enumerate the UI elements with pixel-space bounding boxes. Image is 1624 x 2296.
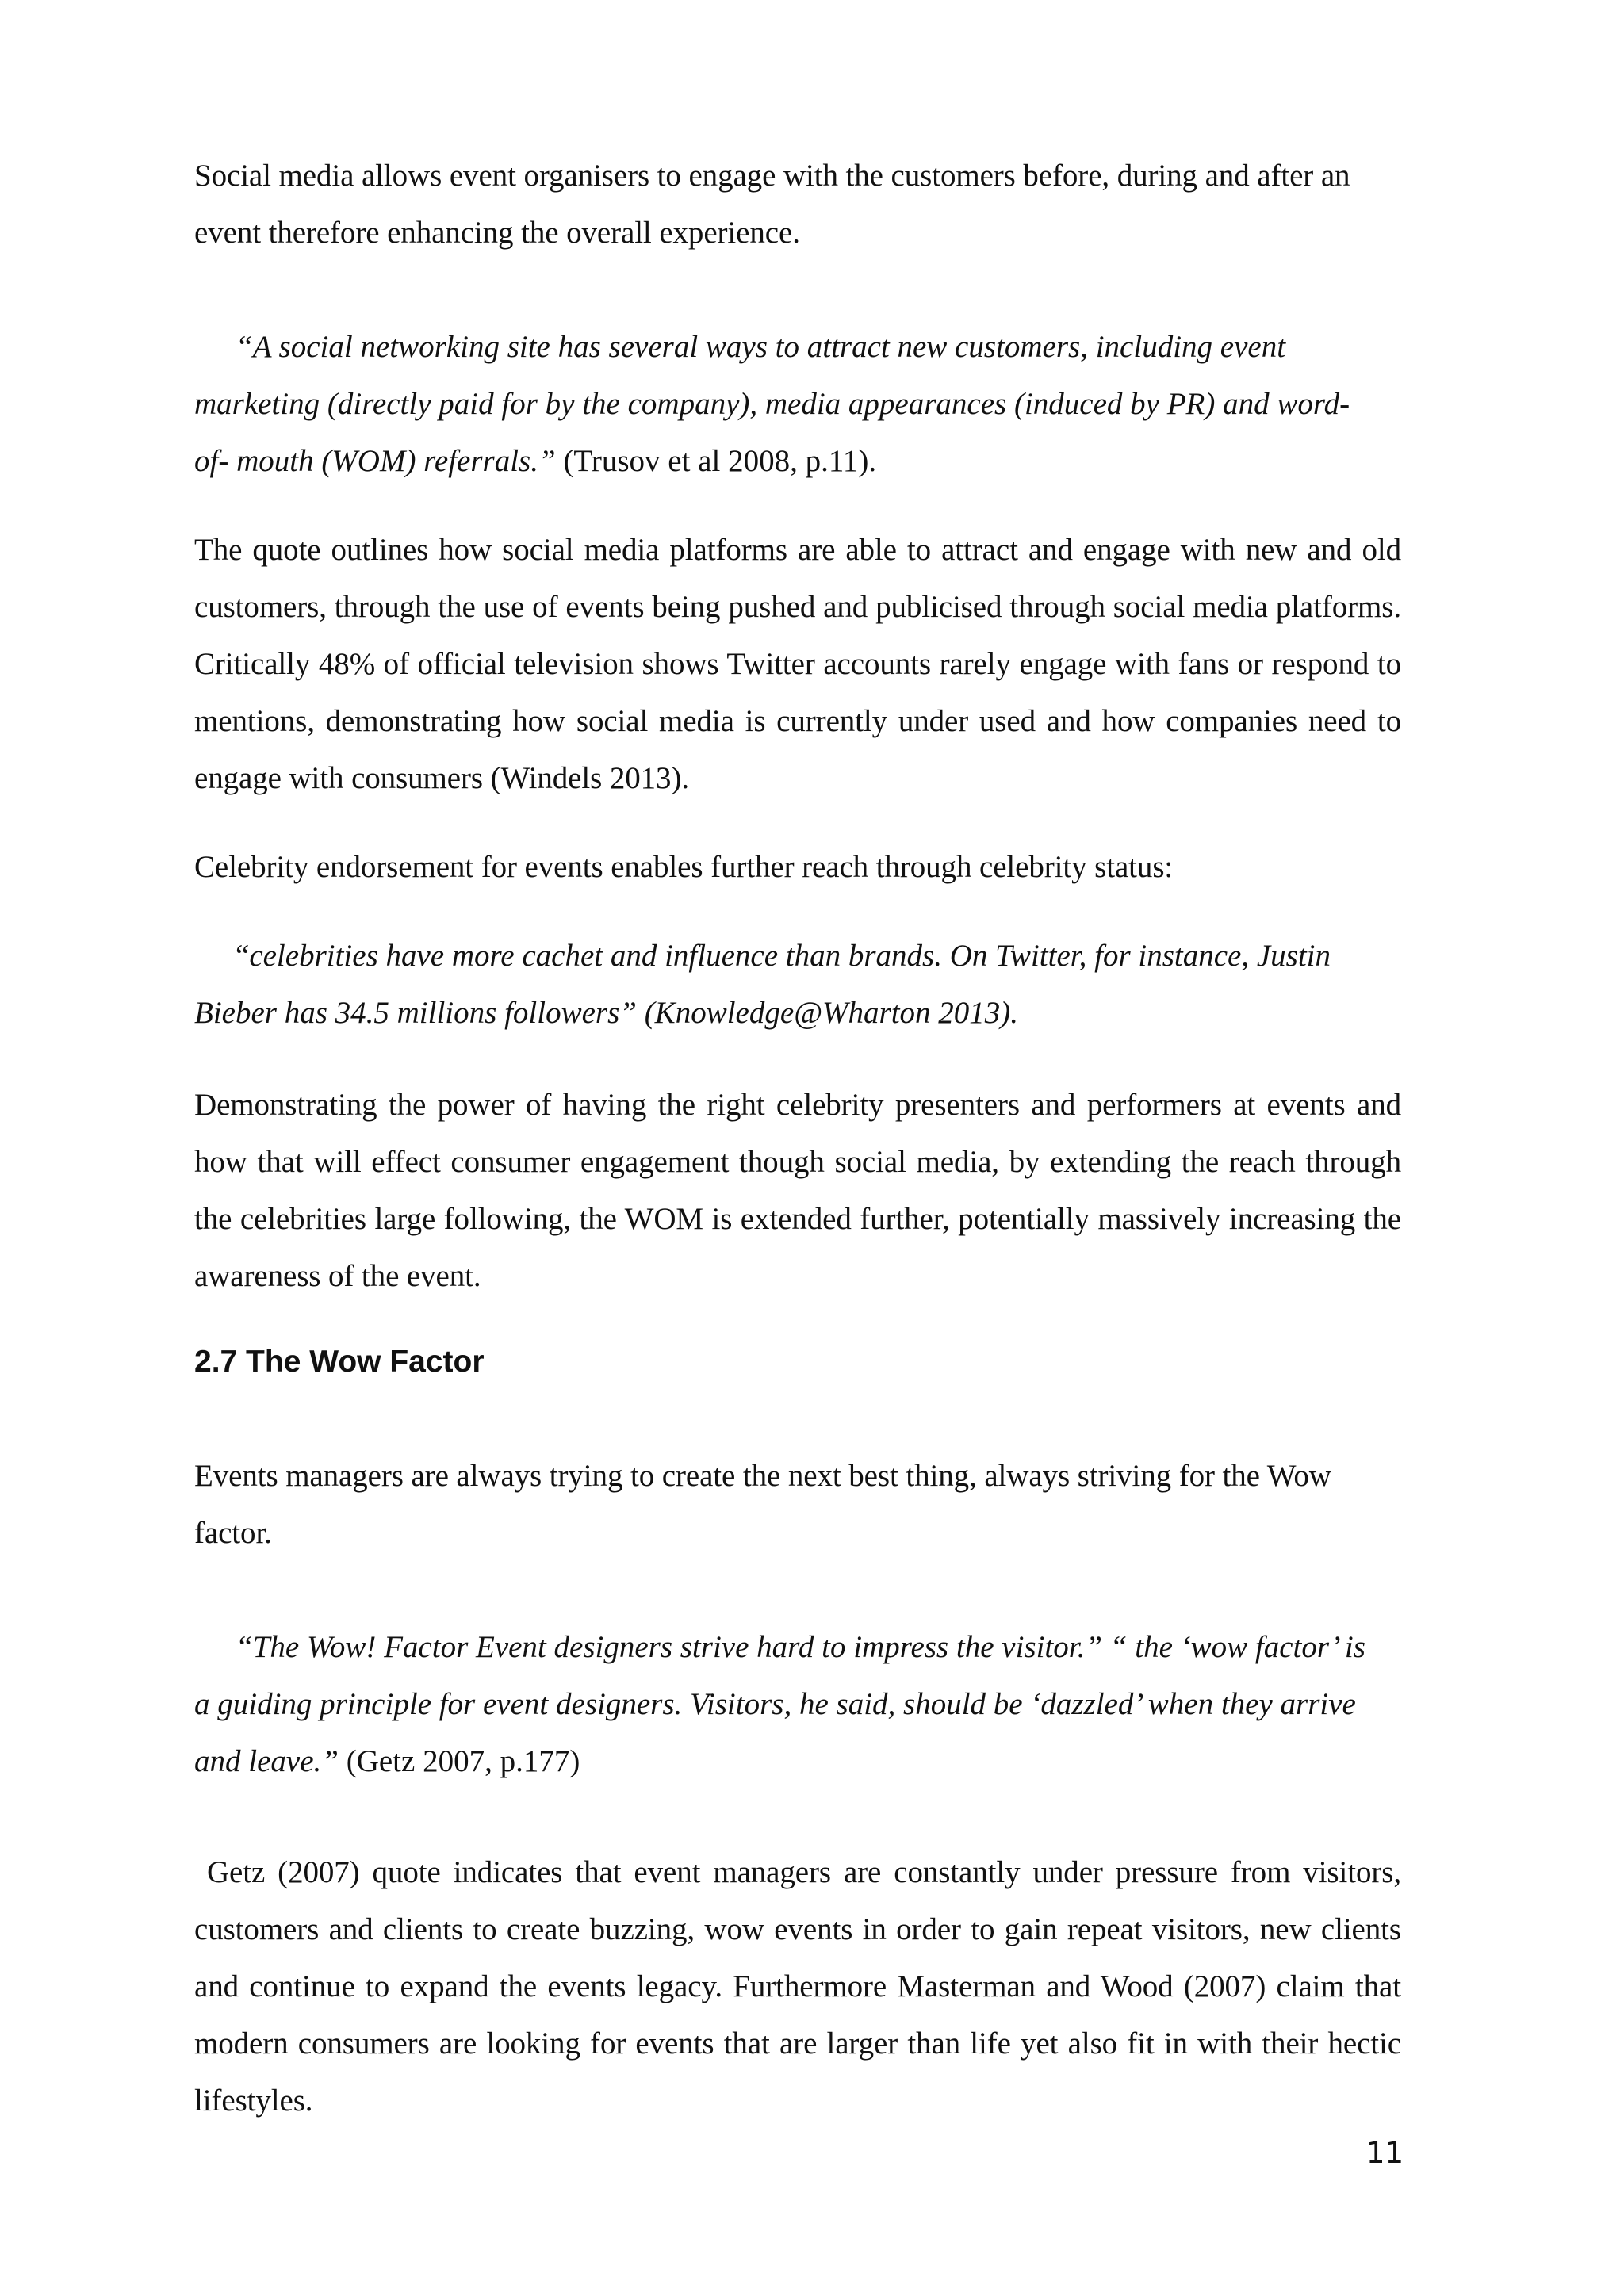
paragraph-wow-factor-intro: Events managers are always trying to create the next best thing, always striving for the Wow factor. [194, 1459, 1331, 1550]
quote-getz-text: “The Wow! Factor Event designers strive hard to impress the visitor.” “ the ‘wow factor’ is a guiding principle for event designers. Visitors, he said, should be ‘dazzled’ when they arrive and leave.” [194, 1630, 1365, 1778]
quote-getz [194, 1619, 1376, 1790]
paragraph-getz-discussion: Getz (2007) quote indicates that event managers are constantly under pressure from visitors, customers and clients to create buzzing, wow events in order to gain repeat visitors, new clients and continue to expand the events legacy. Furthermore Masterman and Wood (2007) claim that modern consumers are looking for events that are larger than life yet also fit in with their hectic lifestyles. [194, 1855, 1409, 2118]
page-number: 11 [1365, 2136, 1404, 2170]
quote-trusov-citation: (Trusov et al 2008, p.11). [555, 444, 877, 478]
paragraph-celebrity-endorsement: Celebrity endorsement for events enables further reach through celebrity status: [194, 850, 1174, 884]
quote-wharton-text: celebrities have more cachet and influence than brands. On Twitter, for instance, Justin Bieber has 34.5 millions followers” (Knowledge@Wharton 2013). [194, 939, 1331, 1030]
paragraph-social-media-intro: Social media allows event organisers to engage with the customers before, during and after an event therefore enhancing the overall experience. [194, 159, 1350, 250]
quote-wharton [194, 928, 1384, 1042]
quote-wharton-open-mark: “ [236, 939, 250, 973]
quote-trusov [194, 319, 1384, 490]
paragraph-quote-outline: The quote outlines how social media platforms are able to attract and engage with new and old customers, through the use of events being pushed and publicised through social media platforms. Critically 48% of official television shows Twitter accounts rarely engage with fans or respond to mentions, demonstrating how social media is currently under used and how companies need to engage with consumers (Windels 2013). [194, 533, 1401, 795]
quote-getz-citation: (Getz 2007, p.177) [338, 1744, 580, 1778]
quote-trusov-text: “A social networking site has several ways to attract new customers, including event marketing (directly paid for by the company), media appearances (induced by PR) and word-of- mouth (WOM) referrals.” [194, 330, 1350, 478]
section-heading-wow-factor: 2.7 The Wow Factor [194, 1345, 485, 1379]
paragraph-celebrity-power: Demonstrating the power of having the right celebrity presenters and performers at events and how that will effect consumer engagement though social media, by extending the reach through the celebrities large following, the WOM is extended further, potentially massively increasing the awareness of the event. [194, 1088, 1401, 1293]
